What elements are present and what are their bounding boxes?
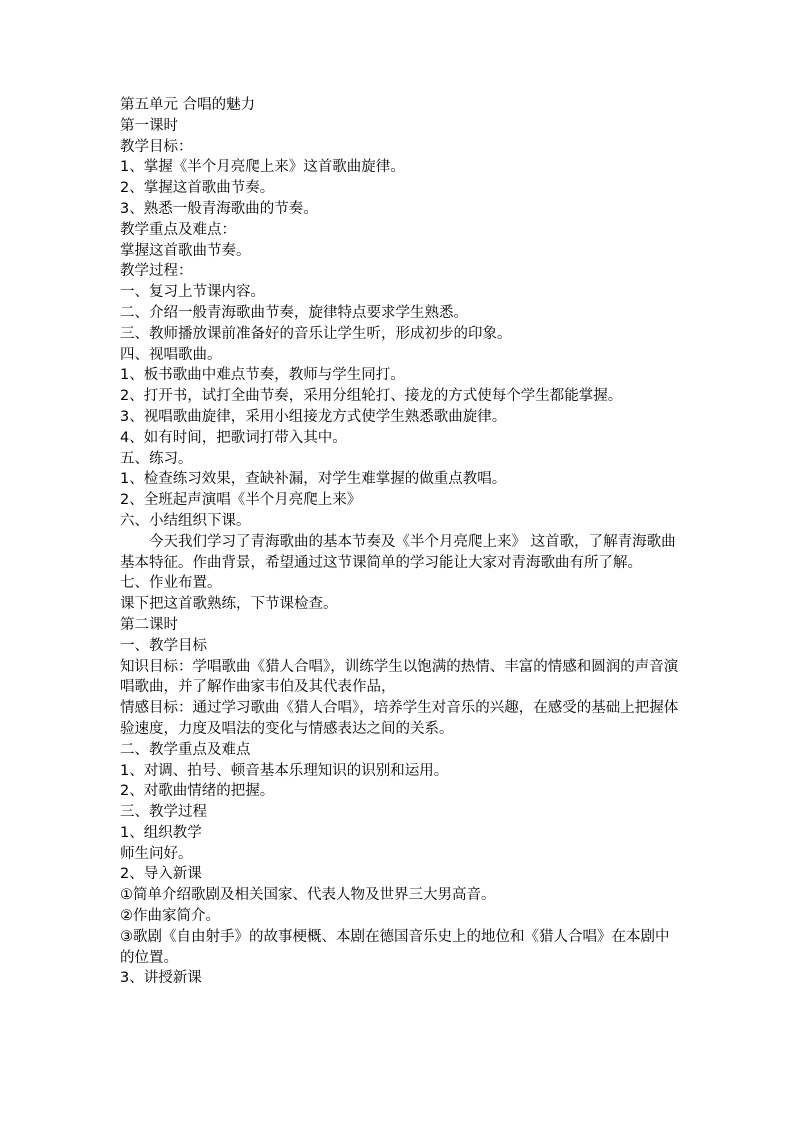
list-item: 一、教学目标 (120, 637, 207, 654)
list-item: 四、视唱歌曲。 (120, 346, 222, 363)
list-item: 六、小结组织下课。 (120, 512, 251, 529)
list-item: ②作曲家简介。 (120, 908, 220, 925)
section-heading: 教学过程： (120, 263, 193, 280)
list-item: 3、视唱歌曲旋律，采用小组接龙方式使学生熟悉歌曲旋律。 (120, 408, 507, 425)
body-text: 师生问好。 (120, 845, 193, 862)
list-item: 二、教学重点及难点 (120, 741, 251, 758)
list-item: 五、练习。 (120, 450, 193, 467)
body-paragraph: 情感目标：通过学习歌曲《猎人合唱》，培养学生对音乐的兴趣，在感受的基础上把握体验速度，力度及唱法的变化与情感表达之间的关系。 (120, 700, 679, 737)
list-item: 2、导入新课 (120, 866, 202, 883)
list-item: 三、教师播放课前准备好的音乐让学生听，形成初步的印象。 (120, 325, 512, 342)
list-item: 1、板书歌曲中难点节奏，教师与学生同打。 (120, 367, 405, 384)
list-item: 2、全班起声演唱《半个月亮爬上来》 (120, 492, 362, 509)
body-text: 掌握这首歌曲节奏。 (120, 242, 251, 259)
list-item: 二、介绍一般青海歌曲节奏，旋律特点要求学生熟悉。 (120, 304, 468, 321)
body-paragraph: 知识目标：学唱歌曲《猎人合唱》，训练学生以饱满的热情、丰富的情感和圆润的声音演唱歌曲，并了解作曲家韦伯及其代表作品， (120, 658, 679, 696)
document-body (120, 95, 680, 989)
list-item: 2、对歌曲情绪的把握。 (120, 783, 275, 800)
list-item: 一、复习上节课内容。 (120, 284, 265, 301)
section-heading: 教学重点及难点： (120, 221, 236, 238)
list-item: 1、掌握《半个月亮爬上来》这首歌曲旋律。 (120, 159, 405, 176)
list-item: 1、检查练习效果，查缺补漏，对学生难掌握的做重点教唱。 (120, 471, 507, 488)
list-item: 七、作业布置。 (120, 575, 222, 592)
lesson-heading: 第一课时 (120, 117, 178, 134)
list-item: 3、熟悉一般青海歌曲的节奏。 (120, 200, 318, 217)
lesson-heading: 第二课时 (120, 616, 178, 633)
body-paragraph: ③歌剧《自由射手》的故事梗概、本剧在德国音乐史上的地位和《猎人合唱》在本剧中的位置。 (120, 928, 670, 966)
list-item: 1、组织教学 (120, 824, 202, 841)
list-item: 三、教学过程 (120, 804, 207, 821)
list-item: 2、打开书，试打全曲节奏，采用分组轮打、接龙的方式使每个学生都能掌握。 (120, 388, 623, 405)
list-item: 4、如有时间，把歌词打带入其中。 (120, 429, 347, 446)
unit-title: 第五单元 合唱的魅力 (120, 97, 256, 113)
list-item: 2、掌握这首歌曲节奏。 (120, 180, 275, 197)
list-item: 1、对调、拍号、顿音基本乐理知识的识别和运用。 (120, 762, 449, 779)
section-heading: 教学目标： (120, 138, 193, 155)
list-item: 3、讲授新课 (120, 970, 202, 987)
list-item: ①简单介绍歌剧及相关国家、代表人物及世界三大男高音。 (120, 887, 496, 904)
summary-paragraph: 今天我们学习了青海歌曲的基本节奏及《半个月亮爬上来》 这首歌，了解青海歌曲基本特征。作曲背景，希望通过这节课简单的学习能让大家对青海歌曲有所了解。 (120, 533, 676, 571)
body-text: 课下把这首歌熟练，下节课检查。 (120, 596, 338, 613)
